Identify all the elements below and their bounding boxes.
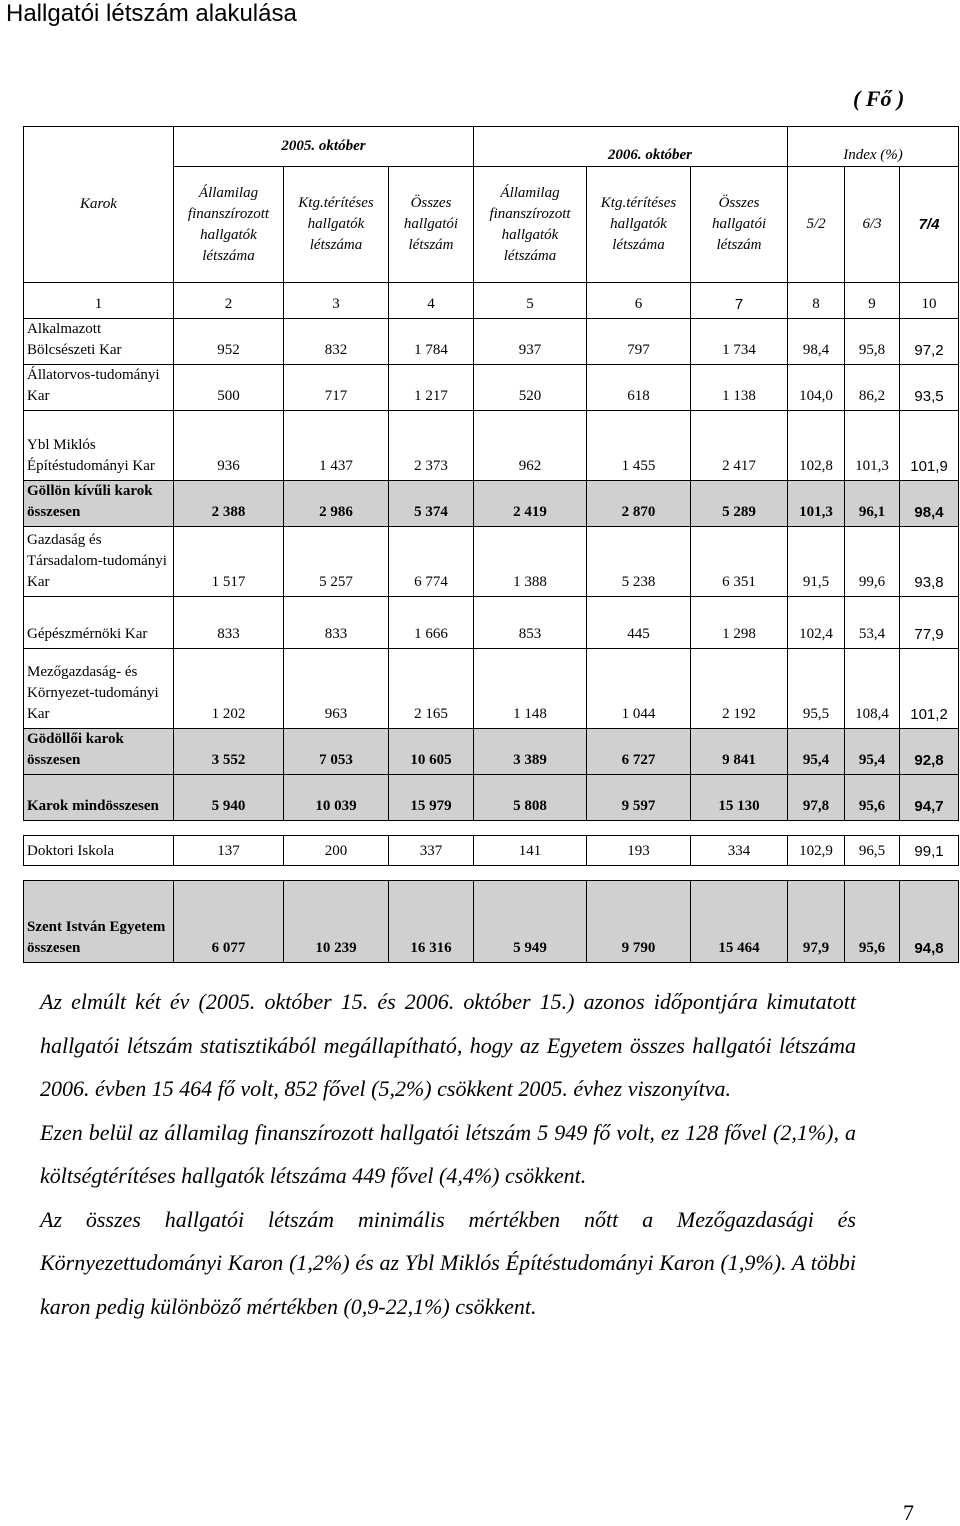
cell: 6 077 bbox=[174, 881, 284, 963]
page-number: 7 bbox=[903, 1500, 914, 1525]
cell: 1 437 bbox=[284, 411, 389, 481]
cell: 5 289 bbox=[691, 481, 788, 527]
cell: 101,3 bbox=[845, 411, 900, 481]
cell: 1 148 bbox=[474, 649, 587, 729]
cell: 95,4 bbox=[788, 729, 845, 775]
cell: 952 bbox=[174, 319, 284, 365]
cell: 445 bbox=[587, 597, 691, 649]
student-count-table bbox=[23, 126, 959, 963]
cell: 10 039 bbox=[284, 775, 389, 821]
cell: 97,2 bbox=[900, 319, 959, 365]
cell: 936 bbox=[174, 411, 284, 481]
colnum: 1 bbox=[24, 283, 174, 319]
cell: 91,5 bbox=[788, 527, 845, 597]
cell: 92,8 bbox=[900, 729, 959, 775]
cell: 1 455 bbox=[587, 411, 691, 481]
paragraph: Az elmúlt két év (2005. október 15. és 2006. október 15.) azonos időpontjára kimutatott hallgatói létszám statisztikából megállapítható, hogy az Egyetem összes hallgatói létszáma 2006. évben 15 464 fő volt, 852 fővel (5,2%) csökkent 2005. évhez viszonyítva. bbox=[40, 989, 856, 1101]
cell: 962 bbox=[474, 411, 587, 481]
table-row-total bbox=[24, 881, 959, 963]
cell: 832 bbox=[284, 319, 389, 365]
cell: 1 298 bbox=[691, 597, 788, 649]
header-ktg-2005: Ktg.térítéses hallgatók létszáma bbox=[284, 167, 389, 283]
cell: 99,1 bbox=[900, 836, 959, 866]
cell: 2 870 bbox=[587, 481, 691, 527]
cell: 137 bbox=[174, 836, 284, 866]
cell: 1 202 bbox=[174, 649, 284, 729]
cell: 500 bbox=[174, 365, 284, 411]
cell: 97,9 bbox=[788, 881, 845, 963]
cell: 10 239 bbox=[284, 881, 389, 963]
cell: 797 bbox=[587, 319, 691, 365]
header-index: Index (%) bbox=[788, 127, 959, 167]
cell: 6 774 bbox=[389, 527, 474, 597]
row-label: Ybl Miklós Építéstudományi Kar bbox=[24, 411, 174, 481]
cell: 15 464 bbox=[691, 881, 788, 963]
colnum: 8 bbox=[788, 283, 845, 319]
cell: 5 949 bbox=[474, 881, 587, 963]
cell: 937 bbox=[474, 319, 587, 365]
cell: 86,2 bbox=[845, 365, 900, 411]
cell: 98,4 bbox=[788, 319, 845, 365]
colnum: 5 bbox=[474, 283, 587, 319]
table-spacer bbox=[24, 821, 959, 836]
cell: 520 bbox=[474, 365, 587, 411]
cell: 7 053 bbox=[284, 729, 389, 775]
page-title: Hallgatói létszám alakulása bbox=[6, 0, 297, 27]
row-label: Gödöllői karok összesen bbox=[24, 729, 174, 775]
row-label: Karok mindösszesen bbox=[24, 775, 174, 821]
cell: 833 bbox=[284, 597, 389, 649]
row-label: Szent István Egyetem összesen bbox=[24, 881, 174, 963]
cell: 717 bbox=[284, 365, 389, 411]
row-label: Doktori Iskola bbox=[24, 836, 174, 866]
cell: 2 192 bbox=[691, 649, 788, 729]
cell: 833 bbox=[174, 597, 284, 649]
column-number-row bbox=[24, 283, 959, 319]
cell: 1 517 bbox=[174, 527, 284, 597]
cell: 9 841 bbox=[691, 729, 788, 775]
table-row bbox=[24, 411, 959, 481]
row-label: Állatorvos-tudományi Kar bbox=[24, 365, 174, 411]
cell: 337 bbox=[389, 836, 474, 866]
cell: 2 986 bbox=[284, 481, 389, 527]
cell: 95,4 bbox=[845, 729, 900, 775]
cell: 93,8 bbox=[900, 527, 959, 597]
colnum: 9 bbox=[845, 283, 900, 319]
row-label: Alkalmazott Bölcsészeti Kar bbox=[24, 319, 174, 365]
cell: 94,7 bbox=[900, 775, 959, 821]
header-index-74: 7/4 bbox=[900, 167, 959, 283]
cell: 96,1 bbox=[845, 481, 900, 527]
cell: 102,8 bbox=[788, 411, 845, 481]
cell: 15 979 bbox=[389, 775, 474, 821]
cell: 9 597 bbox=[587, 775, 691, 821]
header-osszes-2005: Összes hallgatói létszám bbox=[389, 167, 474, 283]
cell: 102,4 bbox=[788, 597, 845, 649]
row-label: Mezőgazdaság- és Környezet-tudományi Kar bbox=[24, 649, 174, 729]
cell: 16 316 bbox=[389, 881, 474, 963]
header-osszes-2006: Összes hallgatói létszám bbox=[691, 167, 788, 283]
colnum: 10 bbox=[900, 283, 959, 319]
cell: 5 374 bbox=[389, 481, 474, 527]
table-row-subtotal bbox=[24, 481, 959, 527]
cell: 53,4 bbox=[845, 597, 900, 649]
header-allam-2005: Államilag finanszírozott hallgatók létszáma bbox=[174, 167, 284, 283]
cell: 95,6 bbox=[845, 775, 900, 821]
cell: 2 419 bbox=[474, 481, 587, 527]
cell: 2 165 bbox=[389, 649, 474, 729]
cell: 108,4 bbox=[845, 649, 900, 729]
cell: 101,3 bbox=[788, 481, 845, 527]
header-period-2005: 2005. október bbox=[174, 127, 474, 167]
cell: 101,9 bbox=[900, 411, 959, 481]
header-index-63: 6/3 bbox=[845, 167, 900, 283]
row-label: Göllön kívűli karok összesen bbox=[24, 481, 174, 527]
header-ktg-2006: Ktg.térítéses hallgatók létszáma bbox=[587, 167, 691, 283]
cell: 1 044 bbox=[587, 649, 691, 729]
cell: 104,0 bbox=[788, 365, 845, 411]
table-row bbox=[24, 836, 959, 866]
cell: 141 bbox=[474, 836, 587, 866]
cell: 5 808 bbox=[474, 775, 587, 821]
cell: 853 bbox=[474, 597, 587, 649]
colnum: 2 bbox=[174, 283, 284, 319]
cell: 9 790 bbox=[587, 881, 691, 963]
colnum: 7 bbox=[691, 283, 788, 319]
cell: 5 940 bbox=[174, 775, 284, 821]
cell: 334 bbox=[691, 836, 788, 866]
header-karok: Karok bbox=[24, 127, 174, 283]
cell: 15 130 bbox=[691, 775, 788, 821]
cell: 5 257 bbox=[284, 527, 389, 597]
cell: 2 417 bbox=[691, 411, 788, 481]
cell: 95,5 bbox=[788, 649, 845, 729]
cell: 2 388 bbox=[174, 481, 284, 527]
cell: 102,9 bbox=[788, 836, 845, 866]
header-index-52: 5/2 bbox=[788, 167, 845, 283]
cell: 95,8 bbox=[845, 319, 900, 365]
cell: 5 238 bbox=[587, 527, 691, 597]
cell: 1 138 bbox=[691, 365, 788, 411]
cell: 193 bbox=[587, 836, 691, 866]
table-row bbox=[24, 649, 959, 729]
table-row bbox=[24, 597, 959, 649]
header-period-2006: 2006. október bbox=[474, 127, 788, 167]
table-spacer bbox=[24, 866, 959, 881]
cell: 95,6 bbox=[845, 881, 900, 963]
cell: 1 217 bbox=[389, 365, 474, 411]
table-row-subtotal bbox=[24, 729, 959, 775]
table-row bbox=[24, 527, 959, 597]
cell: 963 bbox=[284, 649, 389, 729]
unit-label: ( Fő ) bbox=[853, 86, 905, 111]
colnum: 6 bbox=[587, 283, 691, 319]
summary-text bbox=[40, 980, 856, 1328]
row-label: Gépészmérnöki Kar bbox=[24, 597, 174, 649]
table-row bbox=[24, 365, 959, 411]
colnum: 4 bbox=[389, 283, 474, 319]
cell: 6 727 bbox=[587, 729, 691, 775]
paragraph: Az összes hallgatói létszám minimális mértékben nőtt a Mezőgazdasági és Környezettudományi Karon (1,2%) és az Ybl Miklós Építéstudományi Karon (1,9%). A többi karon pedig különböző mértékben (0,9-22,1%) csökkent. bbox=[40, 1206, 856, 1319]
cell: 96,5 bbox=[845, 836, 900, 866]
cell: 1 666 bbox=[389, 597, 474, 649]
cell: 3 552 bbox=[174, 729, 284, 775]
cell: 6 351 bbox=[691, 527, 788, 597]
cell: 77,9 bbox=[900, 597, 959, 649]
colnum: 3 bbox=[284, 283, 389, 319]
cell: 1 734 bbox=[691, 319, 788, 365]
cell: 3 389 bbox=[474, 729, 587, 775]
cell: 618 bbox=[587, 365, 691, 411]
cell: 99,6 bbox=[845, 527, 900, 597]
cell: 1 784 bbox=[389, 319, 474, 365]
row-label: Gazdaság és Társadalom-tudományi Kar bbox=[24, 527, 174, 597]
cell: 200 bbox=[284, 836, 389, 866]
cell: 94,8 bbox=[900, 881, 959, 963]
cell: 97,8 bbox=[788, 775, 845, 821]
table-row bbox=[24, 319, 959, 365]
cell: 93,5 bbox=[900, 365, 959, 411]
cell: 2 373 bbox=[389, 411, 474, 481]
table-row-subtotal bbox=[24, 775, 959, 821]
cell: 1 388 bbox=[474, 527, 587, 597]
paragraph: Ezen belül az államilag finanszírozott hallgatói létszám 5 949 fő volt, ez 128 fővel (2,1%), a költségtérítéses hallgatók létszáma 449 fővel (4,4%) csökkent. bbox=[40, 1119, 856, 1188]
cell: 98,4 bbox=[900, 481, 959, 527]
header-allam-2006: Államilag finanszírozott hallgatók létszáma bbox=[474, 167, 587, 283]
cell: 101,2 bbox=[900, 649, 959, 729]
cell: 10 605 bbox=[389, 729, 474, 775]
